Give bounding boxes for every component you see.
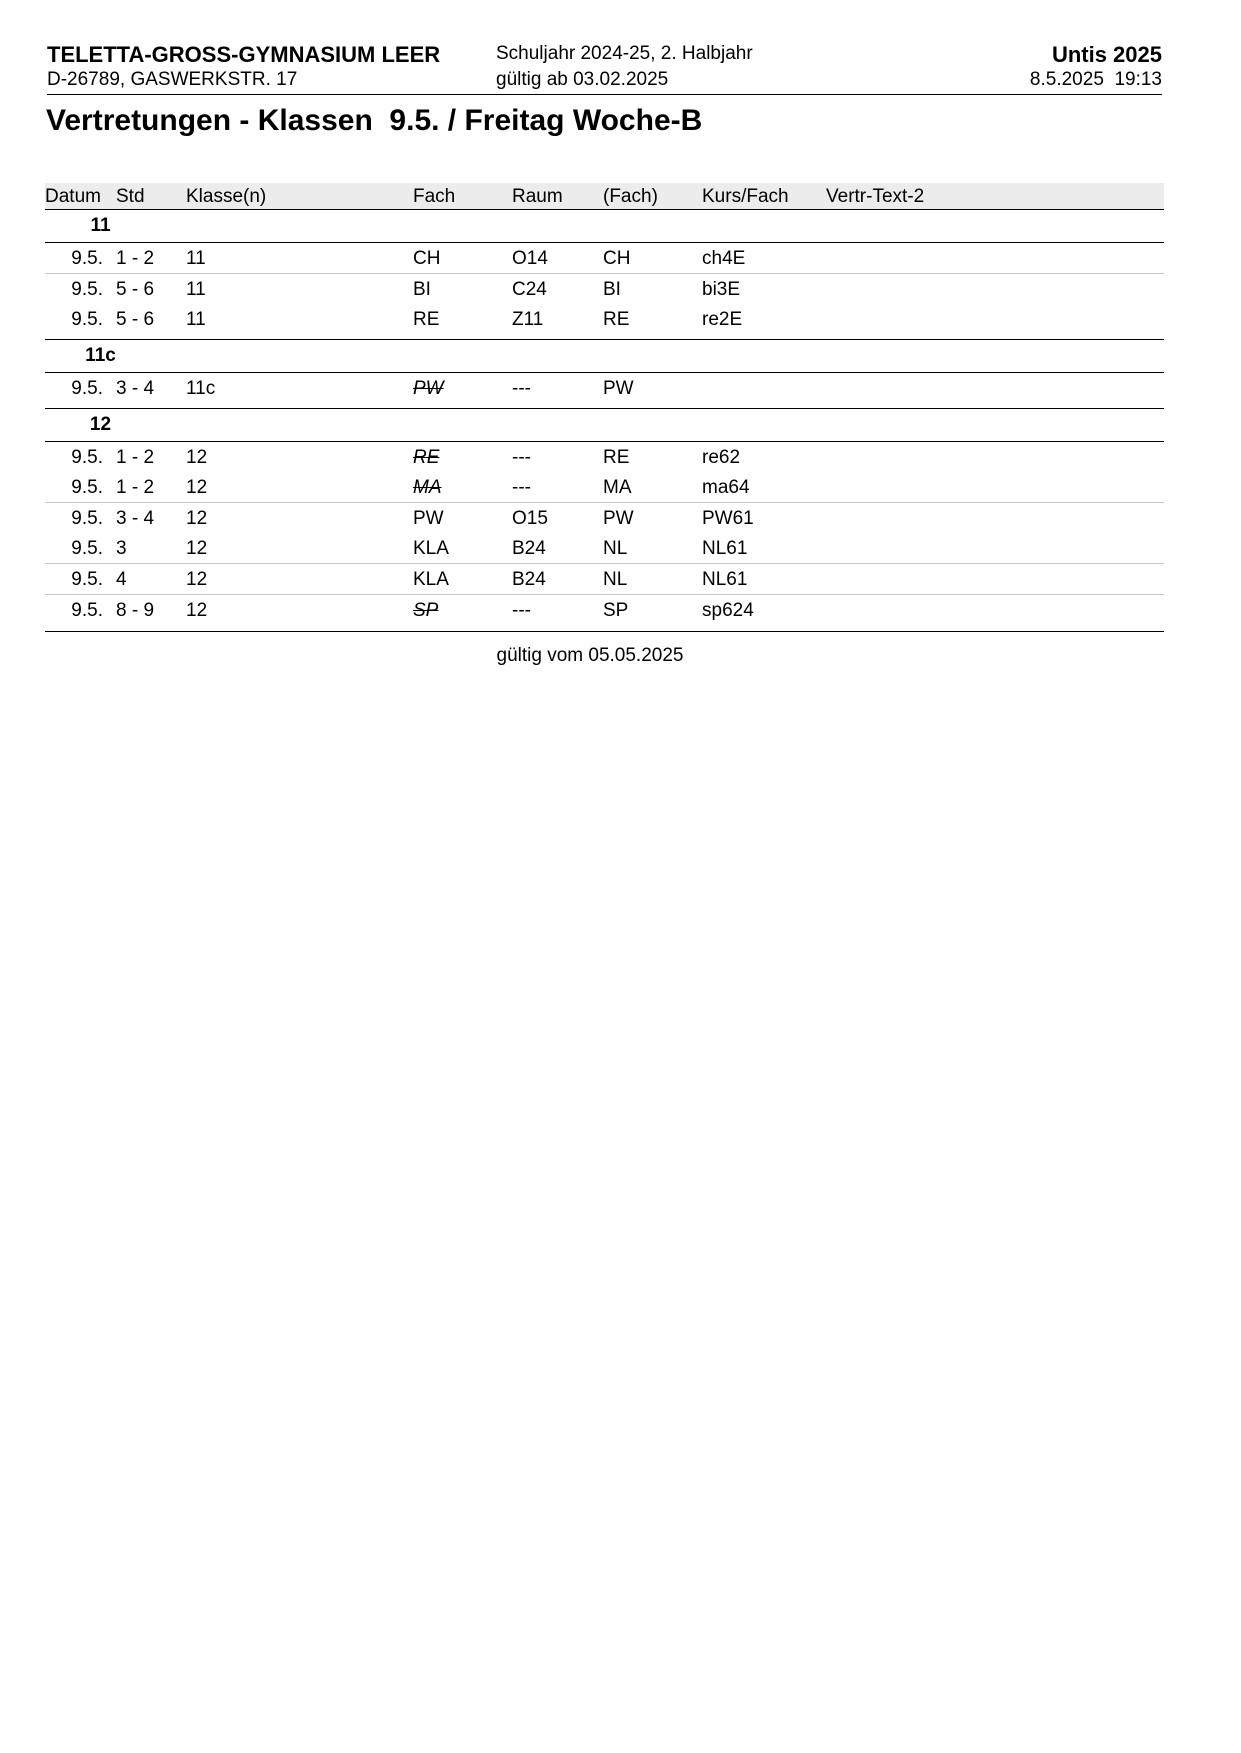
table-row <box>45 472 1164 503</box>
cell-datum: 9.5. <box>71 508 103 529</box>
cell-fach: RE <box>413 447 440 468</box>
substitution-table <box>45 183 1164 632</box>
table-row <box>45 564 1164 595</box>
cell-datum: 9.5. <box>71 279 103 300</box>
cell-std: 3 - 4 <box>116 508 155 529</box>
product-name: Untis 2025 <box>1051 42 1162 67</box>
school-year: Schuljahr 2024-25, 2. Halbjahr <box>496 43 753 64</box>
school-name: TELETTA-GROSS-GYMNASIUM LEER <box>47 42 441 67</box>
cell-fach: RE <box>413 309 440 330</box>
col-header-datum: Datum <box>45 186 101 207</box>
table-row <box>45 533 1164 564</box>
footer-validity: gültig vom 05.05.2025 <box>496 645 684 666</box>
cell-fach-original: PW <box>603 508 634 529</box>
cell-kurs: sp624 <box>702 600 754 621</box>
cell-raum: O15 <box>512 508 548 529</box>
cell-fach: CH <box>413 248 441 269</box>
cell-kurs: ch4E <box>702 248 746 269</box>
cell-fach-original: RE <box>603 309 630 330</box>
col-header-vertr-text-2: Vertr-Text-2 <box>826 186 925 207</box>
cell-std: 1 - 2 <box>116 477 155 498</box>
cell-klasse: 12 <box>186 600 208 621</box>
cell-kurs: PW61 <box>702 508 754 529</box>
col-header-std: Std <box>116 186 145 207</box>
cell-fach-original: NL <box>603 538 628 559</box>
cell-datum: 9.5. <box>71 569 103 590</box>
class-group-label: 11c <box>85 345 116 366</box>
cell-fach-original: MA <box>603 477 632 498</box>
cell-raum: --- <box>512 378 531 399</box>
cell-datum: 9.5. <box>71 538 103 559</box>
class-group-header <box>45 409 1164 442</box>
cell-std: 5 - 6 <box>116 309 155 330</box>
cell-raum: --- <box>512 600 531 621</box>
cell-klasse: 11 <box>186 279 206 300</box>
cell-fach: PW <box>413 378 444 399</box>
cell-fach: KLA <box>413 538 449 559</box>
cell-std: 5 - 6 <box>116 279 155 300</box>
cell-fach-original: PW <box>603 378 634 399</box>
cell-fach-original: SP <box>603 600 629 621</box>
cell-kurs: NL61 <box>702 569 748 590</box>
cell-fach-original: NL <box>603 569 628 590</box>
table-row <box>45 243 1164 274</box>
cell-raum: C24 <box>512 279 547 300</box>
print-timestamp: 8.5.2025 19:13 <box>1029 69 1162 90</box>
cell-raum: B24 <box>512 538 546 559</box>
document-header <box>47 42 1162 95</box>
table-row <box>45 304 1164 334</box>
cell-datum: 9.5. <box>71 248 103 269</box>
cell-klasse: 12 <box>186 477 208 498</box>
cell-std: 3 <box>116 538 127 559</box>
col-header-klasse: Klasse(n) <box>186 186 267 207</box>
cell-std: 1 - 2 <box>116 447 155 468</box>
cell-raum: --- <box>512 477 531 498</box>
col-header-raum: Raum <box>512 186 563 207</box>
table-row <box>45 373 1164 403</box>
class-group-label: 11 <box>90 215 111 236</box>
table-bottom-rule <box>45 631 1164 632</box>
cell-datum: 9.5. <box>71 378 103 399</box>
school-address: D-26789, GASWERKSTR. 17 <box>47 69 298 90</box>
cell-kurs: re62 <box>702 447 741 468</box>
table-header-row <box>45 183 1164 210</box>
cell-raum: B24 <box>512 569 546 590</box>
cell-raum: Z11 <box>512 309 544 330</box>
cell-klasse: 12 <box>186 538 208 559</box>
col-header-kurs: Kurs/Fach <box>702 186 789 207</box>
cell-klasse: 11c <box>186 378 216 399</box>
cell-fach: MA <box>413 477 442 498</box>
table-row <box>45 503 1164 533</box>
cell-klasse: 12 <box>186 447 208 468</box>
cell-fach-original: CH <box>603 248 631 269</box>
class-group-header <box>45 210 1164 243</box>
cell-kurs: bi3E <box>702 279 741 300</box>
cell-datum: 9.5. <box>71 309 103 330</box>
cell-raum: --- <box>512 447 531 468</box>
cell-raum: O14 <box>512 248 548 269</box>
cell-klasse: 12 <box>186 569 208 590</box>
cell-klasse: 12 <box>186 508 208 529</box>
cell-kurs: re2E <box>702 309 743 330</box>
cell-datum: 9.5. <box>71 477 103 498</box>
cell-std: 3 - 4 <box>116 378 155 399</box>
cell-fach: KLA <box>413 569 449 590</box>
class-group-header <box>45 340 1164 373</box>
cell-fach: PW <box>413 508 444 529</box>
table-row <box>45 442 1164 472</box>
cell-klasse: 11 <box>186 248 206 269</box>
cell-std: 4 <box>116 569 127 590</box>
cell-datum: 9.5. <box>71 447 103 468</box>
cell-datum: 9.5. <box>71 600 103 621</box>
cell-fach: BI <box>413 279 431 300</box>
table-row <box>45 274 1164 304</box>
col-header-fach: Fach <box>413 186 456 207</box>
valid-from: gültig ab 03.02.2025 <box>496 69 669 90</box>
cell-kurs: NL61 <box>702 538 748 559</box>
table-row <box>45 595 1164 625</box>
table-body <box>45 210 1164 625</box>
col-header-fach2: (Fach) <box>603 186 658 207</box>
cell-std: 8 - 9 <box>116 600 155 621</box>
cell-kurs: ma64 <box>702 477 750 498</box>
cell-std: 1 - 2 <box>116 248 155 269</box>
cell-klasse: 11 <box>186 309 206 330</box>
cell-fach: SP <box>413 600 439 621</box>
cell-fach-original: BI <box>603 279 621 300</box>
class-group-label: 12 <box>89 414 112 435</box>
cell-fach-original: RE <box>603 447 630 468</box>
page-title: Vertretungen - Klassen 9.5. / Freitag Woche-B <box>46 104 703 137</box>
